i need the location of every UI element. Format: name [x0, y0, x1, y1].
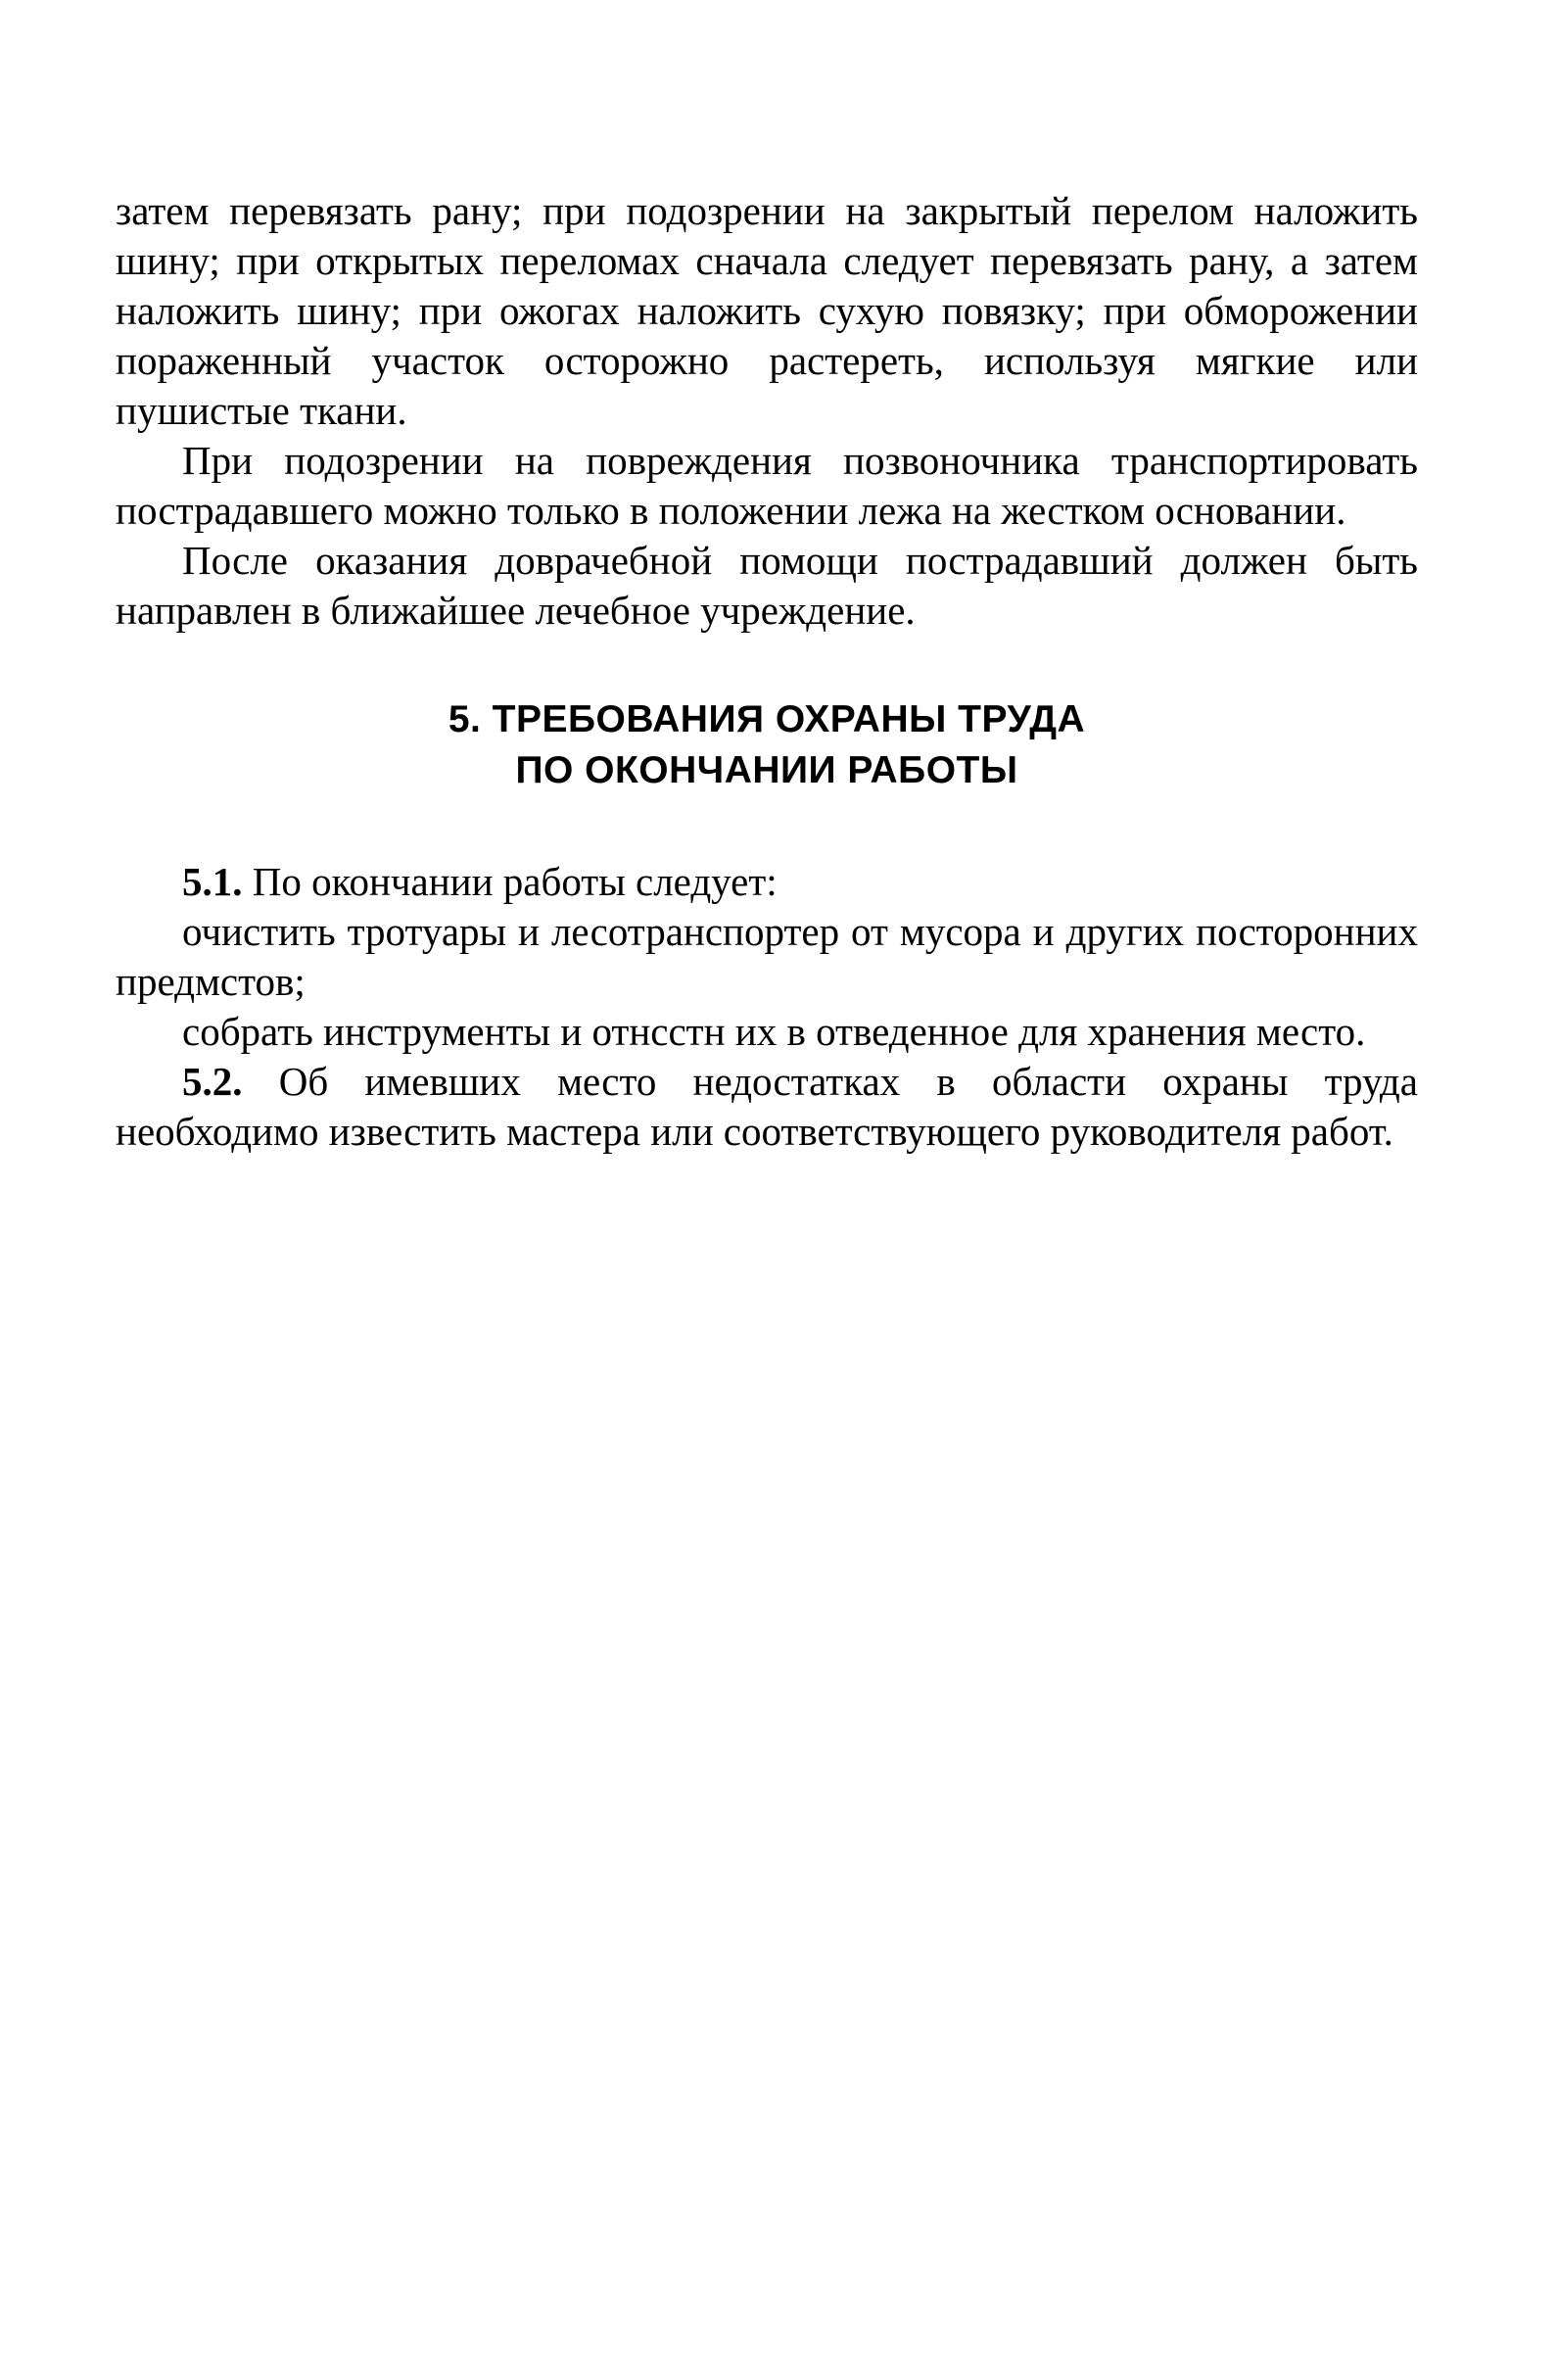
- item-5-2-number: 5.2.: [182, 1059, 243, 1104]
- paragraph-first-aid: затем перевязать рану; при подозрении на закрытый перелом наложить шину; при открытых переломах сначала следует перевязать рану, а затем наложить шину; при ожогах наложить сухую повязку; при обморожении пораженный участок осторожно растереть, используя мягкие или пушистые ткани.: [116, 188, 1418, 433]
- item-5-2-text: Об имевших место недостатках в области охраны труда необходимо известить мастера или соответствующего руководителя работ.: [116, 1059, 1418, 1154]
- section-title-line2: ПО ОКОНЧАНИИ РАБОТЫ: [515, 749, 1018, 791]
- item-5-1-sub-tools: собрать инструменты и отнсстн их в отведенное для хранения место.: [182, 1009, 1366, 1054]
- paragraph-spine-injury: При подозрении на повреждения позвоночника транспортировать пострадавшего можно только в положении лежа на жестком основании.: [116, 438, 1418, 533]
- item-5-2: [116, 1057, 1418, 1157]
- paragraph-after-aid: После оказания доврачебной помощи пострадавший должен быть направлен в ближайшее лечебное учреждение.: [116, 538, 1418, 633]
- section-heading: [116, 694, 1418, 796]
- item-5-1-text: По окончании работы следует:: [242, 859, 778, 904]
- item-5-1: [116, 857, 1418, 907]
- item-5-1-number: 5.1.: [182, 859, 243, 904]
- section-title-line1: 5. ТРЕБОВАНИЯ ОХРАНЫ ТРУДА: [448, 698, 1086, 740]
- document-page: [116, 186, 1418, 1157]
- item-5-1-sub-clean: очистить тротуары и лесотранспортер от мусора и других посторонних предмстов;: [116, 909, 1418, 1004]
